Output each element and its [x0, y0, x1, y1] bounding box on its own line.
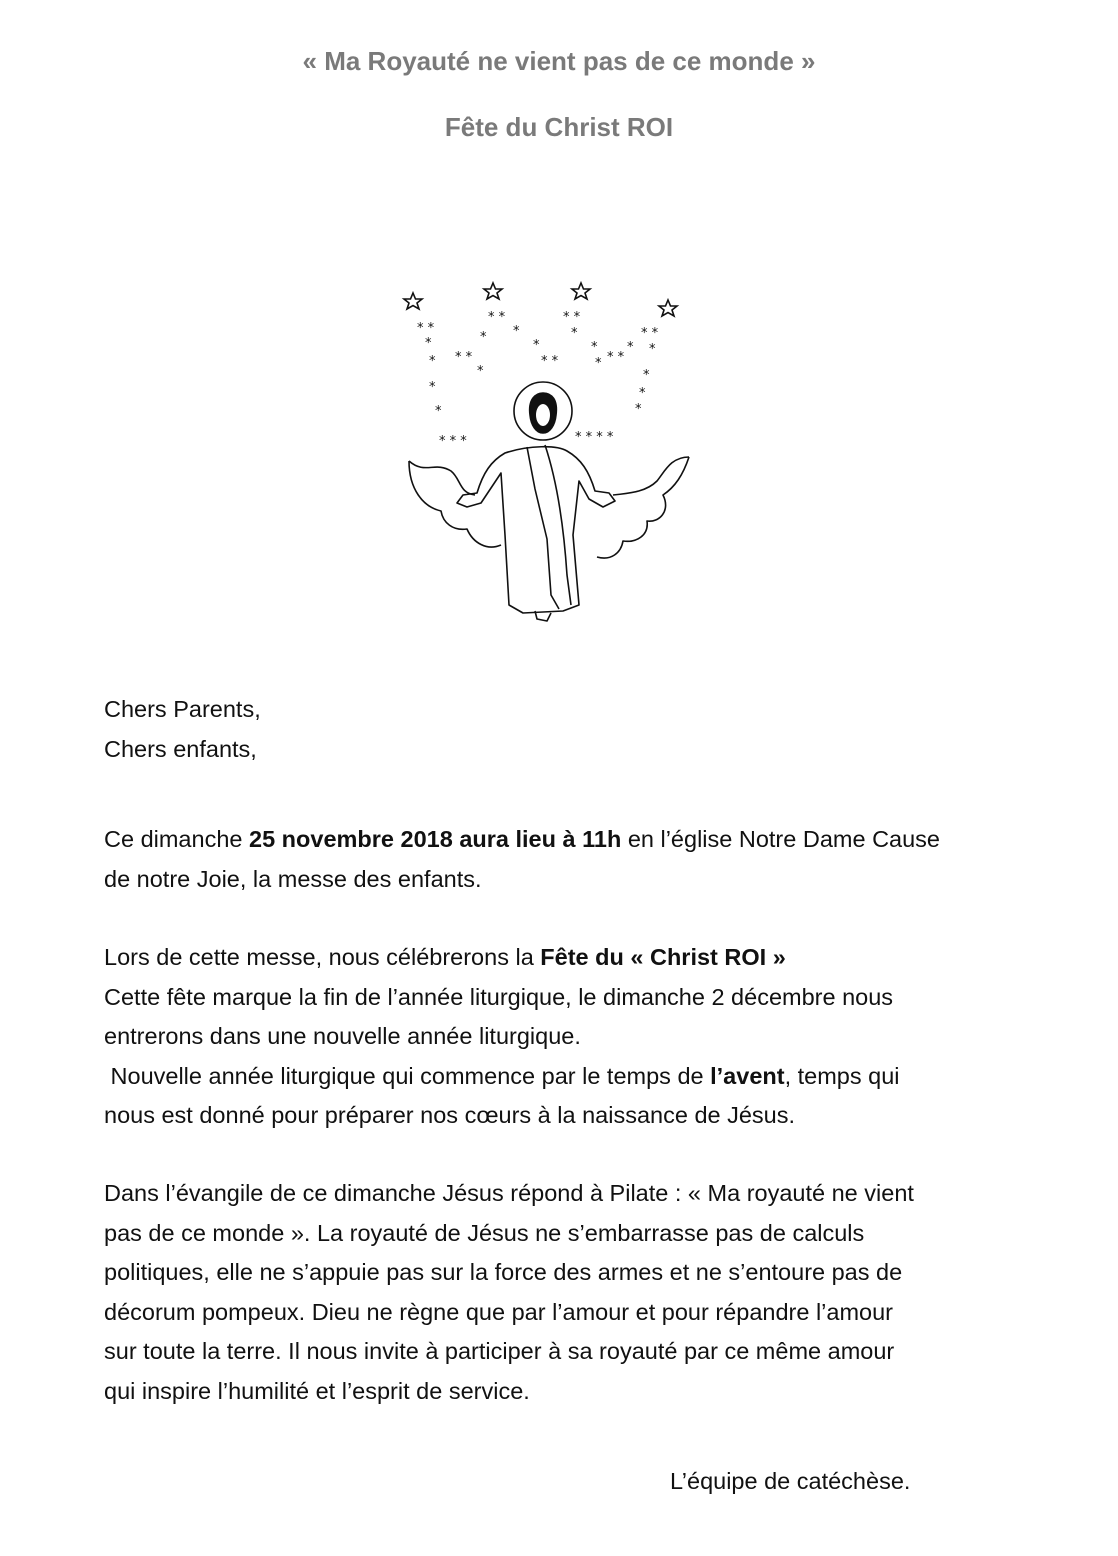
- svg-text:* *: * *: [541, 354, 559, 369]
- greeting-line: Chers enfants,: [104, 735, 257, 762]
- svg-text:*: *: [649, 342, 656, 357]
- greeting-line: Chers Parents,: [104, 696, 261, 722]
- star-icon: [404, 293, 422, 309]
- text-span: Lors de cette messe, nous célébrerons la: [104, 944, 541, 970]
- star-icon: [484, 283, 502, 299]
- page-title: « Ma Royauté ne vient pas de ce monde »: [302, 46, 816, 76]
- svg-text:*: *: [595, 356, 602, 371]
- svg-text:* *: * *: [417, 321, 435, 336]
- paragraph-feast-description: [104, 938, 1004, 1136]
- text-span: Ce dimanche: [104, 826, 249, 852]
- svg-text:*: *: [643, 368, 650, 383]
- text-line: politiques, elle ne s’appuie pas sur la force des armes et ne s’entoure pas de: [104, 1259, 903, 1285]
- svg-text:*: *: [429, 354, 436, 369]
- text-span: en l’église Notre Dame Cause: [621, 826, 941, 852]
- advent-bold: l’avent: [710, 1062, 785, 1089]
- paragraph-gospel-reflection: [104, 1174, 1004, 1411]
- text-line: [104, 820, 1004, 860]
- svg-text:*: *: [435, 404, 442, 419]
- svg-text:* *: * *: [488, 310, 506, 325]
- text-line: nous est donné pour préparer nos cœurs à la naissance de Jésus.: [104, 1102, 796, 1128]
- text-line: de notre Joie, la messe des enfants.: [104, 865, 482, 892]
- svg-text:* *: * *: [455, 350, 473, 365]
- text-line: Dans l’évangile de ce dimanche Jésus répond à Pilate : « Ma royauté ne vient: [104, 1180, 914, 1206]
- text-line: entrerons dans une nouvelle année liturgique.: [104, 1023, 581, 1049]
- svg-text:*: *: [591, 340, 598, 355]
- date-time-bold: 25 novembre 2018 aura lieu à 11h: [249, 826, 622, 852]
- text-span: , temps qui: [784, 1062, 900, 1089]
- text-line: Cette fête marque la fin de l’année liturgique, le dimanche 2 décembre nous: [104, 983, 894, 1010]
- christ-king-illustration: [395, 275, 705, 635]
- svg-text:*: *: [513, 324, 520, 339]
- svg-text:*: *: [571, 326, 578, 341]
- text-line: [104, 938, 1004, 978]
- text-line: qui inspire l’humilité et l’esprit de service.: [104, 1377, 530, 1404]
- svg-text:* *: * *: [607, 350, 625, 365]
- star-icon: [659, 300, 677, 316]
- paragraph-mass-announcement: [104, 820, 1004, 899]
- svg-text:*: *: [627, 340, 634, 355]
- svg-text:* *: * *: [563, 310, 581, 325]
- christ-king-crown-of-stars-drawing-icon: [395, 275, 705, 635]
- svg-text:*: *: [480, 330, 487, 345]
- svg-text:* * * *: * * * *: [575, 430, 614, 445]
- signature: L’équipe de catéchèse.: [670, 1468, 911, 1494]
- svg-text:*: *: [429, 380, 436, 395]
- star-icon: [572, 283, 590, 299]
- svg-text:*: *: [425, 336, 432, 351]
- text-line: sur toute la terre. Il nous invite à participer à sa royauté par ce même amour: [104, 1338, 895, 1364]
- page-subtitle: Fête du Christ ROI: [444, 112, 674, 142]
- text-line: [104, 1057, 1004, 1097]
- svg-text:* *: * *: [641, 326, 659, 341]
- text-line: pas de ce monde ». La royauté de Jésus ne s’embarrasse pas de calculs: [104, 1219, 865, 1246]
- greeting: [104, 690, 1004, 769]
- svg-text:*: *: [477, 364, 484, 379]
- svg-text:*: *: [533, 338, 540, 353]
- svg-text:*: *: [639, 386, 646, 401]
- text-line: décorum pompeux. Dieu ne règne que par l’amour et pour répandre l’amour: [104, 1298, 894, 1325]
- svg-text:* * *: * * *: [439, 434, 467, 449]
- text-span: Nouvelle année liturgique qui commence par le temps de: [104, 1062, 711, 1089]
- feast-name-bold: Fête du « Christ ROI »: [540, 944, 786, 970]
- svg-text:*: *: [635, 402, 642, 417]
